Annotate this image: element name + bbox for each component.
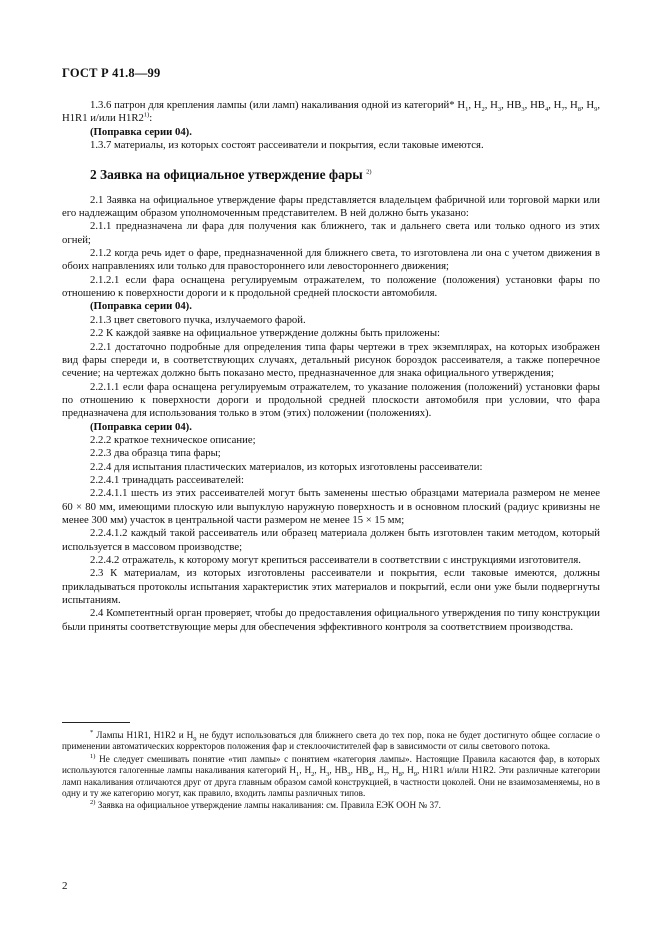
amendment-note: (Поправка серии 04).: [90, 300, 192, 313]
footnotes: [62, 730, 600, 813]
footnote-ref-1: 1): [143, 111, 150, 119]
paragraph-2-2-4-2: 2.2.4.2 отражатель, к которому могут крепиться рассеиватели в соответствии с инструкциями изготовителя.: [90, 554, 581, 566]
amendment-note: (Поправка серии 04).: [90, 420, 192, 433]
paragraph-2-2-1: 2.2.1 достаточно подробные для определения типа фары чертежи в трех экземплярах, на которых изображен вид фары спереди и, в соответствующих случаях, детальный рисунок бороздок рассеивателя, а также поперечное сечение; на чертежах должно быть показано место, предназначенное для знака официального утверждения;: [62, 340, 600, 380]
section-heading-2: 2 Заявка на официальное утверждение фары $^{2)}$: [90, 167, 372, 183]
document-body: [62, 99, 600, 634]
footnote-1: $^{1)}$ Не следует смешивать понятие «тип лампы» с понятием «категория лампы». Настоящие Правила касаются фар, в которых используются галогенные лампы накаливания категорий $H_1$, $H_2$, $H_3$, $HB_3$, $HB_4$, $H_7$, $H_8$, $H_9$, H1R1 и/или H1R2. Эти различные категории ламп накаливания отличаются друг от друга главным образом самой конструкцией, в частности цоколей. Они не взаимозаменяемы, но в одну и ту же категорию могут, как правило, входить лампы различных типов.: [62, 752, 600, 799]
paragraph-2-2-4-1-2: 2.2.4.1.2 каждый такой рассеиватель или образец материала должен быть изготовлен таким методом, который используется в массовом производстве;: [62, 527, 600, 553]
paragraph-2-1-1: 2.1.1 предназначена ли фара для получения как ближнего, так и дальнего света или только одного из этих огней;: [62, 220, 600, 246]
amendment-note: (Поправка серии 04).: [90, 125, 192, 138]
paragraph-2-2-4: 2.2.4 для испытания пластических материалов, из которых изготовлены рассеиватели:: [90, 460, 483, 473]
footnote-star: * Лампы H1R1, H1R2 и $H_9$ не будут использоваться для ближнего света до тех пор, пока не будет достигнуто общее согласие о применении автоматических корректоров положения фар и стеклоочистителей фар в зависимости от силы светового потока.: [62, 728, 601, 752]
document-header: ГОСТ Р 41.8—99: [62, 66, 161, 80]
paragraph-2-1-2-1: 2.1.2.1 если фара оснащена регулируемым отражателем, то положение (положения) установки фары по отношению к поверхности дороги и к продольной средней плоскости автомобиля.: [62, 273, 600, 300]
paragraph-2-1-2: 2.1.2 когда речь идет о фаре, предназначенной для ближнего света, то изготовлена ли она с учетом движения в обоих направлениях или только для правостороннего или левостороннего движения;: [62, 247, 600, 273]
footnote-separator: [62, 722, 130, 723]
paragraph-2-4: 2.4 Компетентный орган проверяет, чтобы до предоставления официального утверждения по типу конструкции были приняты соответствующие меры для обеспечения эффективного контроля за соответствием производства.: [62, 607, 600, 633]
paragraph-1-3-6: 1.3.6 патрон для крепления лампы (или ламп) накаливания одной из категорий* $H_1$, $H_2$, $H_3$, $HB_3$, $HB_4$, $H_7$, $H_8$, $H_9$, H1R1 и/или H1R2$^{1)}$:: [62, 99, 601, 125]
paragraph-2-3: 2.3 К материалам, из которых изготовлены рассеиватели и покрытия, если таковые имеются, должны прикладываться протоколы испытания характеристик этих материалов и покрытий, если они уже были подвергнуты испытаниям.: [62, 567, 600, 607]
page-number: 2: [62, 880, 68, 892]
paragraph-2-1: 2.1 Заявка на официальное утверждение фары представляется владельцем фабричной или торговой марки или его надлежащим образом уполномоченным представителем. В ней должно быть указано:: [62, 193, 600, 220]
footnote-2: $^{2)}$ Заявка на официальное утверждение лампы накаливания: см. Правила ЕЭК ООН № 37.: [90, 799, 441, 811]
paragraph-2-2-4-1: 2.2.4.1 тринадцать рассеивателей:: [90, 473, 244, 486]
paragraph-1-3-7: 1.3.7 материалы, из которых состоят рассеиватели и покрытия, если таковые имеются.: [90, 139, 484, 152]
paragraph-2-2-3: 2.2.3 два образца типа фары;: [90, 447, 221, 460]
paragraph-2-2-1-1: 2.2.1.1 если фара оснащена регулируемым отражателем, то указание положения (положений) установки фары по отношению к поверхности дороги и продольной средней плоскости автомобиля при условии, что фара предназначена для использования только в этом (этих) положении (положениях).: [62, 380, 600, 420]
paragraph-2-2-2: 2.2.2 краткое техническое описание;: [90, 433, 256, 446]
footnote-ref-2: 2): [366, 168, 372, 176]
paragraph-2-2-4-1-1: 2.2.4.1.1 шесть из этих рассеивателей могут быть заменены шестью образцами материала размером не менее 60 × 80 мм, имеющими плоскую или выпуклую наружную поверхность и в основном плоский (радиус кривизны не менее 300 мм) участок в центральной части размером не менее 15 × 15 мм;: [62, 487, 600, 526]
paragraph-2-2: 2.2 К каждой заявке на официальное утверждение должны быть приложены:: [90, 327, 440, 340]
paragraph-2-1-3: 2.1.3 цвет светового пучка, излучаемого фарой.: [90, 313, 306, 326]
